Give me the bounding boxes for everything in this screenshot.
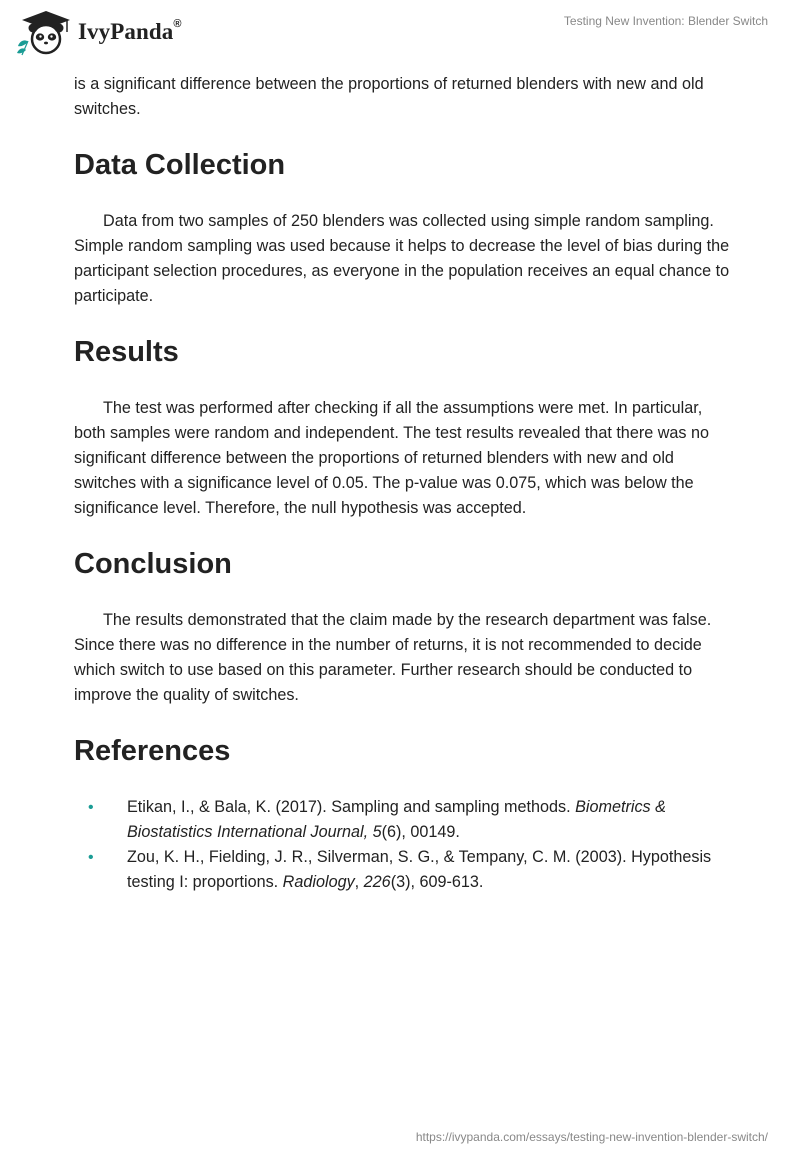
references-heading: References: [74, 735, 231, 767]
document-title: Testing New Invention: Blender Switch: [563, 14, 768, 28]
reference-item: • Etikan, I., & Bala, K. (2017). Sampling and sampling methods. Biometrics & Biostatistics International Journal, 5(6), 00149.: [74, 795, 734, 845]
bullet-icon: •: [88, 849, 94, 866]
section-paragraph: Data from two samples of 250 blenders was collected using simple random sampling. Simple random sampling was used because it helps to decrease the level of bias during the participant selection procedures, as everyone in the population receives an equal chance to participate.: [74, 212, 730, 305]
bullet-icon: •: [88, 799, 94, 816]
brand-name: IvyPanda®: [78, 18, 182, 44]
section-results: [74, 335, 734, 521]
section-conclusion: [74, 547, 734, 708]
section-references: [74, 734, 734, 895]
panda-graduate-icon: [14, 8, 76, 56]
ivypanda-logo[interactable]: [14, 8, 182, 56]
journal-title: Biometrics & Biostatistics International Journal, 5: [127, 798, 666, 841]
essay-body: [74, 72, 734, 921]
journal-volume: 226: [363, 873, 391, 891]
section-heading: Results: [74, 336, 179, 368]
section-heading: Data Collection: [74, 149, 286, 181]
registered-mark: ®: [173, 18, 182, 31]
references-list: [74, 795, 734, 895]
section-paragraph: The results demonstrated that the claim made by the research department was false. Since there was no difference in the number of returns, it is not recommended to decide which switch to use based on this parameter. Further research should be conducted to improve the quality of switches.: [74, 611, 712, 704]
page-header: [0, 0, 800, 70]
journal-title: Radiology: [282, 873, 355, 891]
intro-paragraph: is a significant difference between the proportions of returned blenders with new and old switches.: [74, 75, 704, 118]
reference-item: • Zou, K. H., Fielding, J. R., Silverman, S. G., & Tempany, C. M. (2003). Hypothesis testing I: proportions. Radiology, 226(3), 609-613.: [74, 845, 734, 895]
section-data-collection: [74, 148, 734, 309]
section-paragraph: The test was performed after checking if all the assumptions were met. In particular, both samples were random and independent. The test results revealed that there was no significant difference between the proportions of returned blenders with new and old switches with a significance level of 0.05. The p-value was 0.075, which was below the significance level. Therefore, the null hypothesis was accepted.: [74, 399, 709, 517]
source-url-link[interactable]: https://ivypanda.com/essays/testing-new-invention-blender-switch/: [415, 1130, 768, 1144]
section-heading: Conclusion: [74, 548, 232, 580]
